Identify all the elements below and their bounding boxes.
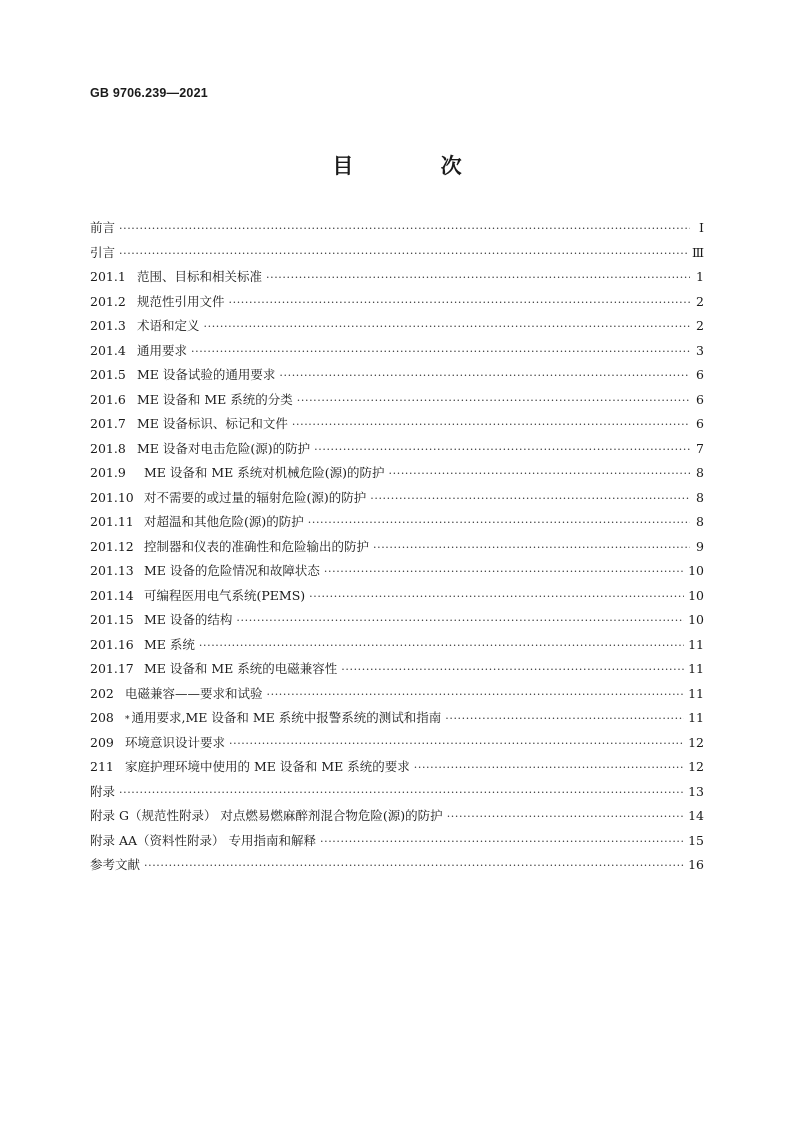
toc-entry[interactable] [90,341,704,366]
toc-entry-number: 202 [90,685,114,701]
toc-entry-number: 201.2 [90,293,126,309]
toc-entry-number: 201.7 [90,416,126,431]
toc-entry[interactable] [90,708,704,733]
toc-entry-label: ME 设备的危险情况和故障状态 [144,563,320,578]
leader-dots [267,688,685,701]
leader-dots [414,761,684,774]
leader-dots [229,296,690,309]
leader-dots [191,345,690,358]
toc-entry-page: 8 [696,514,704,529]
toc-entry-label: 通用要求 [137,342,188,358]
toc-entry-number: 208 [90,710,114,725]
toc-entry-label: 对超温和其他危险(源)的防护 [144,514,304,529]
toc-entry-page: 11 [688,661,704,676]
toc-entry-label: ME 系统 [144,636,195,652]
toc-entry-label: ME 设备对电击危险(源)的防护 [137,440,311,456]
toc-entry-number: 201.15 [90,612,134,627]
standard-code: GB 9706.239—2021 [90,86,208,100]
toc-entry-page: 7 [696,440,704,456]
leader-dots [292,418,690,431]
toc-entry-number: 201.14 [90,587,134,603]
toc-entry-label: 规范性引用文件 [137,293,225,309]
toc-entry-page: 2 [696,318,704,333]
leader-dots [389,467,690,480]
leader-dots [119,222,690,235]
toc-entry-page: 16 [688,857,704,872]
toc-entry[interactable] [90,684,704,709]
toc-entry-number: 201.1 [90,269,126,284]
toc-entry-label: 可编程医用电气系统(PEMS) [144,587,306,603]
toc-entry-number: 201.9 [90,465,126,480]
toc-entry-label: 通用要求,ME 设备和 ME 系统中报警系统的测试和指南 [131,710,442,725]
toc-entry-label: 家庭护理环境中使用的 ME 设备和 ME 系统的要求 [125,759,410,774]
leader-dots [236,614,684,627]
toc-entry[interactable] [90,488,704,513]
toc-entry[interactable] [90,463,704,488]
toc-entry-page: 6 [696,367,704,382]
toc-entry-number: 201.11 [90,514,134,529]
toc-entry-page: 12 [688,759,704,774]
leader-dots [119,786,684,799]
leader-dots [373,541,690,554]
toc-entry-number: 201.13 [90,563,134,578]
toc-entry-page: 10 [688,612,704,627]
leader-dots [314,443,690,456]
note-marker: * [125,715,130,725]
toc-entry-number: 201.4 [90,342,126,358]
leader-dots [144,859,684,872]
toc-entry-number: 201.16 [90,636,134,652]
toc-entry-label: ME 设备和 ME 系统对机械危险(源)的防护 [144,465,385,480]
leader-dots [229,737,684,750]
toc-entry[interactable] [90,610,704,635]
toc-entry-number: 201.5 [90,367,126,382]
toc-entry-label: ME 设备的结构 [144,612,233,627]
toc-entry-label: 术语和定义 [137,318,200,333]
toc-entry-page: 15 [688,832,704,848]
toc-entry-number: 201.17 [90,661,134,676]
toc-entry-label: 控制器和仪表的准确性和危险输出的防护 [144,538,370,554]
leader-dots [324,565,684,578]
toc-entry-page: 11 [688,636,704,652]
toc-entry-number: 211 [90,759,114,774]
leader-dots [447,810,684,823]
toc-entry-page: 10 [688,563,704,578]
toc-entry-label: 前言 [90,220,116,235]
toc-entry-number: 201.8 [90,440,126,456]
toc-entry-label: 环境意识设计要求 [125,734,226,750]
toc-entry[interactable] [90,414,704,439]
toc-entry[interactable] [90,635,704,660]
toc-entry[interactable] [90,439,704,464]
toc-entry-label: 电磁兼容——要求和试验 [125,685,263,701]
leader-dots [309,590,684,603]
toc-entry-label: 引言 [90,244,116,260]
leader-dots [341,663,684,676]
toc-entry-page: 6 [696,416,704,431]
leader-dots [308,516,690,529]
toc-entry-page: 11 [688,685,704,701]
toc-entry[interactable] [90,512,704,537]
toc-entry-page: 9 [696,538,704,554]
toc-entry[interactable] [90,316,704,341]
toc-entry[interactable] [90,267,704,292]
leader-dots [370,492,690,505]
toc-entry[interactable] [90,561,704,586]
leader-dots [297,394,690,407]
toc-entry-page: 12 [688,734,704,750]
toc-entry[interactable] [90,390,704,415]
toc-entry[interactable] [90,292,704,317]
toc-entry-label: ME 设备标识、标记和文件 [137,416,288,431]
toc-entry[interactable] [90,218,704,243]
leader-dots [119,247,688,260]
toc-entry[interactable] [90,806,704,831]
toc-entry-label: 附录 AA（资料性附录） 专用指南和解释 [90,832,317,848]
toc-entry-number: 201.12 [90,538,134,554]
toc-entry-label: 附录 [90,783,116,799]
toc-entry-label: ME 设备和 ME 系统的电磁兼容性 [144,661,338,676]
toc-entry[interactable] [90,243,704,268]
toc-entry-page: 11 [688,710,704,725]
toc-entry-number: 201.10 [90,489,134,505]
toc-entry-label: 附录 G（规范性附录） 对点燃易燃麻醉剂混合物危险(源)的防护 [90,808,443,823]
toc-entry-page: 10 [688,587,704,603]
toc-entry-page: Ⅲ [691,244,704,260]
leader-dots [445,712,684,725]
toc-entry[interactable] [90,537,704,562]
toc-entry-number: 201.6 [90,391,126,407]
leader-dots [204,320,690,333]
page-title: 目 次 [332,153,502,178]
toc-entry-page: 1 [696,269,704,284]
leader-dots [279,369,690,382]
toc-entry-number: 209 [90,734,114,750]
toc-entry-page: 8 [696,465,704,480]
toc-entry[interactable] [90,733,704,758]
leader-dots [266,271,690,284]
toc-entry-page: 8 [696,489,704,505]
toc-entry[interactable] [90,365,704,390]
toc-entry-page: Ⅰ [699,220,704,235]
toc-entry-label: ME 设备和 ME 系统的分类 [137,391,293,407]
toc-entry[interactable] [90,757,704,782]
toc-entry[interactable] [90,855,704,880]
leader-dots [320,835,684,848]
toc-entry-page: 14 [688,808,704,823]
toc-entry-number: 201.3 [90,318,126,333]
toc-entry-page: 6 [696,391,704,407]
toc-entry-label: 范围、目标和相关标准 [137,269,263,284]
toc-entry-page: 2 [696,293,704,309]
toc-entry[interactable] [90,782,704,807]
leader-dots [199,639,684,652]
toc-entry-label: 参考文献 [90,857,141,872]
table-of-contents [90,218,704,880]
toc-entry-label: ME 设备试验的通用要求 [137,367,276,382]
toc-entry-page: 13 [688,783,704,799]
toc-entry[interactable] [90,659,704,684]
toc-entry[interactable] [90,586,704,611]
toc-entry[interactable] [90,831,704,856]
toc-entry-page: 3 [696,342,704,358]
toc-entry-label: 对不需要的或过量的辐射危险(源)的防护 [144,489,367,505]
